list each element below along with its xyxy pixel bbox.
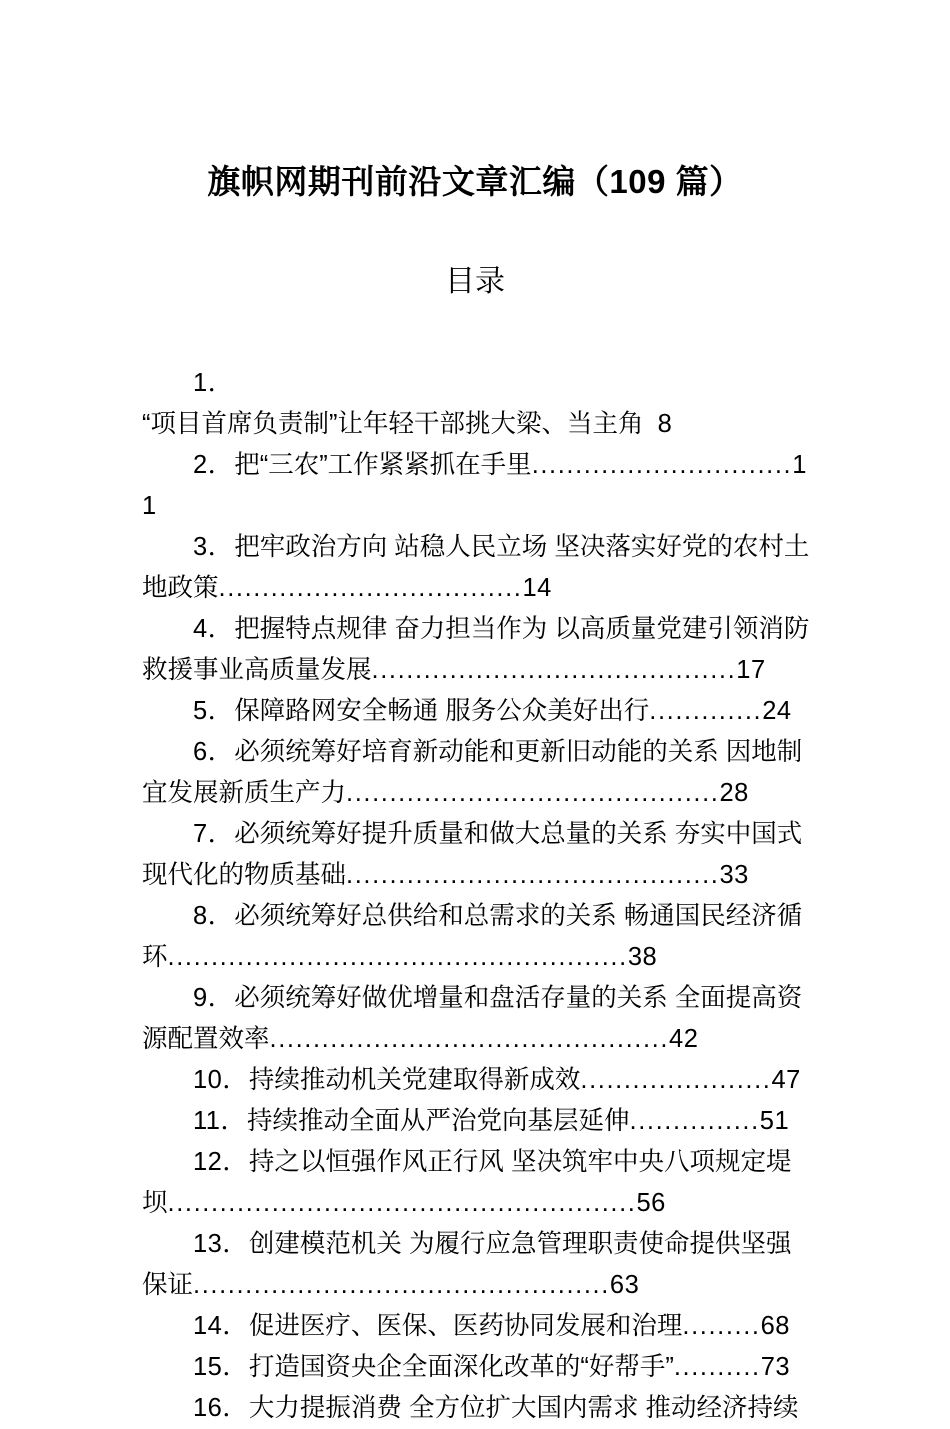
- toc-entry-number: 4: [193, 615, 208, 643]
- toc-entry-page-number: 73: [760, 1353, 791, 1381]
- toc-entry-title: 大力提振消费 全方位扩大国内需求 推动经济持续: [248, 1394, 799, 1422]
- toc-entry-number: 1: [193, 369, 208, 397]
- toc-entry-separator: ．: [207, 820, 235, 848]
- toc-entry-separator: ．: [222, 1394, 249, 1422]
- toc-entry-number: 14: [193, 1312, 223, 1340]
- toc-entry-page-number: 8: [657, 410, 673, 438]
- toc-entry-page-number: 24: [762, 697, 792, 725]
- toc-entry-line: [142, 1306, 812, 1347]
- toc-entry-title: 持之以恒强作风正行风 坚决筑牢中央八项规定堤坝: [142, 1148, 792, 1217]
- toc-entry-number: 9: [193, 984, 208, 1012]
- toc-entry-line: [142, 609, 812, 691]
- toc-entry-line: [142, 691, 812, 732]
- toc-entry-page-number: 14: [522, 574, 552, 602]
- toc-entry-separator: ．: [207, 369, 235, 397]
- toc-entry-page-number: 51: [759, 1107, 790, 1135]
- toc-dot-leader: ......................: [580, 1066, 772, 1094]
- toc-dot-leader: .............: [649, 697, 763, 725]
- toc-entry-number: 8: [193, 902, 208, 930]
- toc-dot-leader: ......................................................: [167, 1189, 637, 1217]
- toc-entry-page-number: 56: [636, 1189, 666, 1217]
- toc-entry[interactable]: [142, 978, 812, 1060]
- toc-entry-title: 必须统筹好提升质量和做大总量的关系 夯实中国式现代化的物质基础: [142, 820, 803, 889]
- toc-entry-page-number: 63: [609, 1271, 640, 1299]
- toc-entry-title: 必须统筹好培育新动能和更新旧动能的关系 因地制宜发展新质生产力: [142, 738, 803, 807]
- toc-entry-line: [142, 978, 812, 1060]
- toc-dot-leader: ..........: [673, 1353, 761, 1381]
- toc-entry[interactable]: [142, 1101, 812, 1142]
- toc-entry-number: 15: [193, 1353, 223, 1381]
- toc-entry-line: [142, 1142, 812, 1224]
- toc-entry-number: 6: [193, 738, 208, 766]
- toc-entry-line: [142, 732, 812, 814]
- toc-entry-separator: ．: [207, 697, 235, 725]
- toc-dot-leader: ...........................................: [346, 779, 720, 807]
- toc-entry[interactable]: [142, 445, 812, 527]
- toc-entry-page-number: 38: [627, 943, 658, 971]
- toc-entry-line: [142, 445, 812, 527]
- toc-entry-title: 把牢政治方向 站稳人民立场 坚决落实好党的农村土地政策: [142, 533, 810, 602]
- toc-entry-page-number: 47: [771, 1066, 801, 1094]
- toc-entry-number: 16: [193, 1394, 223, 1422]
- toc-entry-title: 必须统筹好做优增量和盘活存量的关系 全面提高资源配置效率: [142, 984, 803, 1053]
- toc-entry[interactable]: [142, 896, 812, 978]
- toc-entry-line: [142, 1224, 812, 1306]
- toc-entry-number: 3: [193, 533, 208, 561]
- toc-entry-title: 创建模范机关 为履行应急管理职责使命提供坚强保证: [142, 1230, 792, 1299]
- toc-entry-separator: ．: [222, 1353, 249, 1381]
- toc-entry[interactable]: [142, 527, 812, 609]
- toc-entry[interactable]: [142, 732, 812, 814]
- toc-entry-separator: ．: [207, 533, 235, 561]
- toc-entry-title: 促进医疗、医保、医药协同发展和治理: [248, 1312, 683, 1340]
- toc-entry[interactable]: [142, 363, 812, 445]
- toc-dot-leader: ..............................: [531, 451, 793, 479]
- toc-entry-separator: ．: [207, 451, 235, 479]
- toc-entry-title: 持续推动机关党建取得新成效: [248, 1066, 581, 1094]
- toc-entry-number: 7: [193, 820, 208, 848]
- toc-entry-separator: ．: [222, 1312, 249, 1340]
- toc-entry-separator: ．: [207, 902, 235, 930]
- toc-entry[interactable]: [142, 1142, 812, 1224]
- toc-entry-number: 12: [193, 1148, 223, 1176]
- toc-entry-page-number: 33: [719, 861, 749, 889]
- toc-dot-leader: .........: [682, 1312, 761, 1340]
- toc-dot-leader: ...............: [629, 1107, 760, 1135]
- toc-entry[interactable]: [142, 1224, 812, 1306]
- toc-entry-separator: ．: [207, 738, 235, 766]
- toc-list: [142, 363, 812, 1429]
- toc-entry-page-number: 11: [142, 451, 807, 520]
- toc-entry-line: [142, 1101, 812, 1142]
- toc-entry-separator: ．: [207, 984, 235, 1012]
- toc-entry-line: [142, 363, 812, 445]
- toc-entry-gap: [644, 410, 658, 438]
- toc-entry-title: 把“三农”工作紧紧抓在手里: [234, 451, 532, 479]
- toc-entry-number: 13: [193, 1230, 223, 1258]
- toc-entry-line: [142, 814, 812, 896]
- toc-entry-page-number: 68: [760, 1312, 790, 1340]
- toc-entry-line: [142, 896, 812, 978]
- toc-entry-title: 把握特点规律 奋力担当作为 以高质量党建引领消防救援事业高质量发展: [142, 615, 810, 684]
- toc-entry[interactable]: [142, 814, 812, 896]
- toc-entry[interactable]: [142, 609, 812, 691]
- document-title: 旗帜网期刊前沿文章汇编（109 篇）: [207, 163, 743, 200]
- toc-entry[interactable]: [142, 1306, 812, 1347]
- toc-entry-title: 必须统筹好总供给和总需求的关系 畅通国民经济循环: [142, 902, 803, 971]
- toc-entry-page-number: 17: [736, 656, 766, 684]
- toc-entry-line: [142, 1347, 812, 1388]
- toc-entry-title: “项目首席负责制”让年轻干部挑大梁、当主角: [142, 410, 644, 438]
- toc-entry[interactable]: [142, 1388, 812, 1429]
- toc-entry[interactable]: [142, 1347, 812, 1388]
- toc-entry[interactable]: [142, 691, 812, 732]
- toc-entry-title: 持续推动全面从严治党向基层延伸: [247, 1107, 630, 1135]
- toc-entry-separator: ．: [220, 1107, 247, 1135]
- toc-dot-leader: ...........................................: [346, 861, 720, 889]
- toc-heading: 目录: [445, 265, 505, 298]
- toc-dot-leader: ................................................: [193, 1271, 610, 1299]
- toc-entry-title: 打造国资央企全面深化改革的“好帮手”: [248, 1353, 674, 1381]
- toc-entry-line: [142, 527, 812, 609]
- toc-entry-page-number: 28: [719, 779, 749, 807]
- toc-entry-number: 10: [193, 1066, 223, 1094]
- toc-entry-number: 11: [193, 1107, 221, 1135]
- toc-entry-separator: ．: [222, 1148, 249, 1176]
- toc-entry-number: 2: [193, 451, 208, 479]
- toc-entry-page-number: 42: [669, 1025, 699, 1053]
- toc-entry[interactable]: [142, 1060, 812, 1101]
- toc-dot-leader: ...................................: [218, 574, 523, 602]
- toc-entry-title: 保障路网安全畅通 服务公众美好出行: [234, 697, 650, 725]
- toc-entry-line: [142, 1388, 812, 1429]
- toc-entry-line: [142, 1060, 812, 1101]
- toc-entry-number: 5: [193, 697, 208, 725]
- toc-dot-leader: ..........................................: [371, 656, 737, 684]
- toc-entry-separator: ．: [222, 1066, 249, 1094]
- toc-dot-leader: ..............................................: [269, 1025, 670, 1053]
- toc-entry-separator: ．: [222, 1230, 249, 1258]
- toc-entry-separator: ．: [207, 615, 235, 643]
- toc-dot-leader: .....................................................: [167, 943, 628, 971]
